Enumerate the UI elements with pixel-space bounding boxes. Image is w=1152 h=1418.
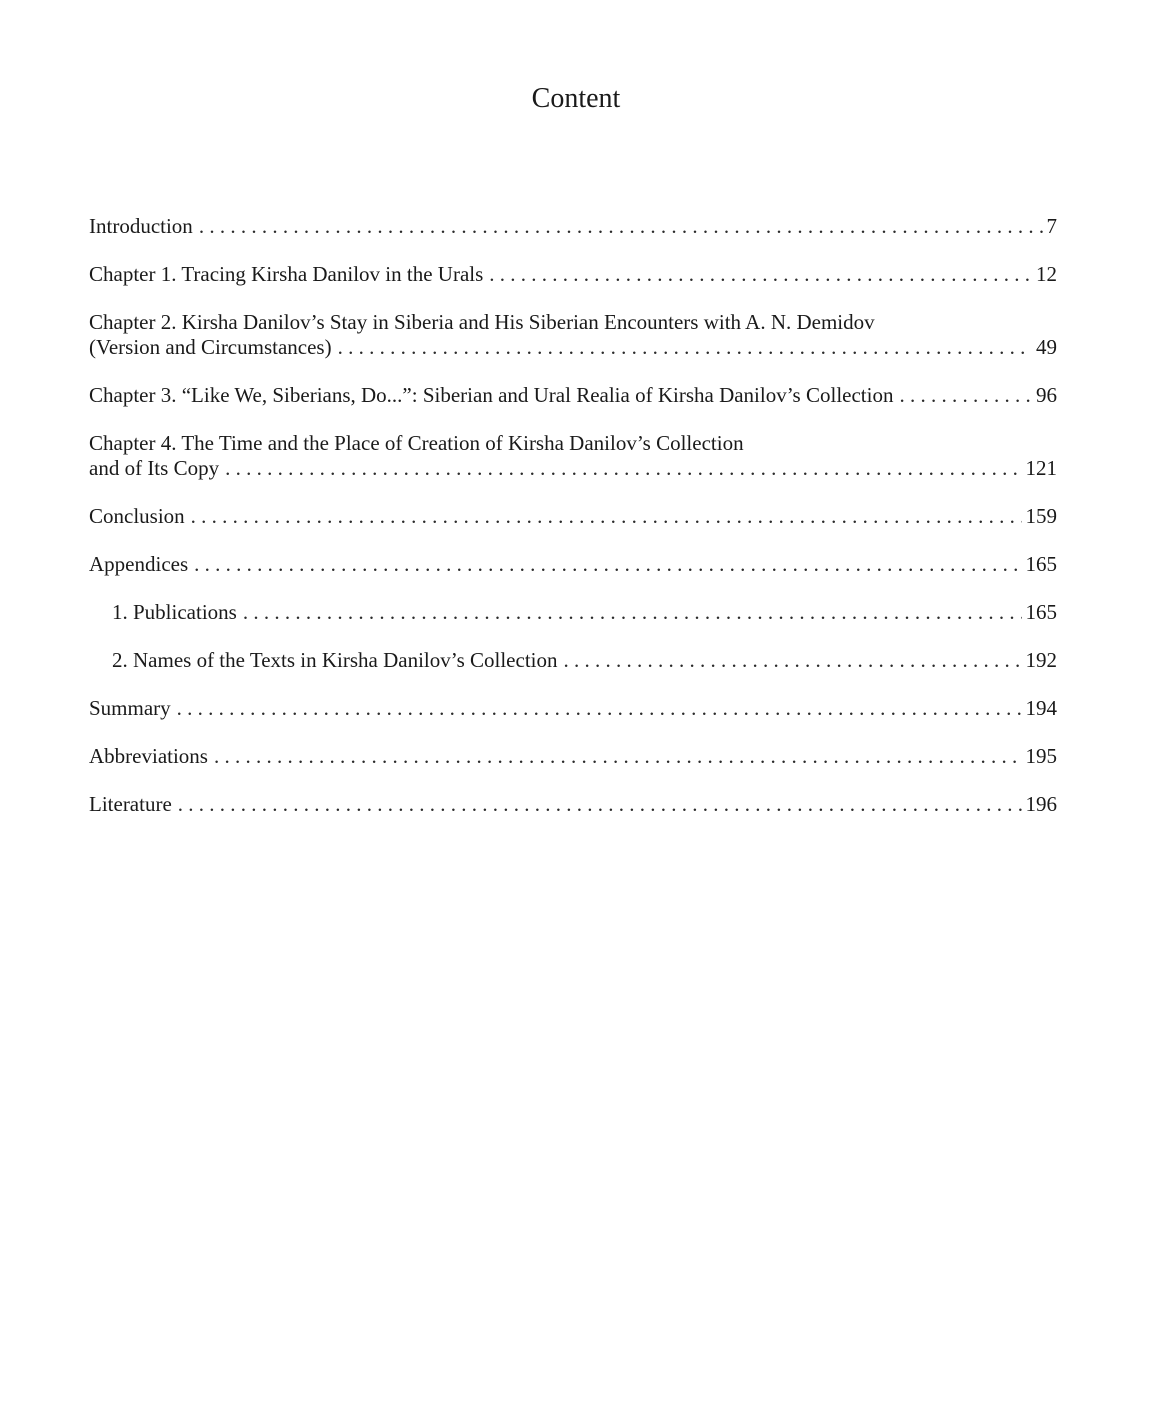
dot-leader [214, 744, 1022, 769]
toc-page-number: 165 [1025, 552, 1057, 576]
toc-page-number: 49 [1036, 335, 1057, 359]
toc-entry-label: Abbreviations [89, 744, 208, 768]
toc-entry-label: Conclusion [89, 504, 185, 528]
toc-entry-conclusion [89, 504, 1057, 529]
toc-entry-abbreviations [89, 744, 1057, 769]
toc-entry-chapter-4 [89, 431, 1057, 481]
toc-entry-label: Literature [89, 792, 172, 816]
toc-entry-chapter-3 [89, 383, 1057, 408]
toc-entry-names-of-texts [89, 648, 1057, 673]
dot-leader [243, 600, 1022, 625]
dot-leader [338, 335, 1032, 360]
toc-entry-publications [89, 600, 1057, 625]
toc-page-number: 7 [1046, 214, 1057, 238]
toc-entry-label: Summary [89, 696, 171, 720]
toc-page-number: 194 [1025, 696, 1057, 720]
toc-entry-chapter-1 [89, 262, 1057, 287]
toc-entry-label: Appendices [89, 552, 189, 576]
toc-entry-introduction [89, 214, 1057, 239]
toc-entry-literature [89, 792, 1057, 817]
dot-leader [199, 214, 1043, 239]
toc-entry-label: (Version and Circumstances) [89, 335, 332, 359]
page-title: Content [531, 83, 621, 114]
toc-page-number: 12 [1036, 262, 1057, 286]
toc-entry-chapter-2 [89, 310, 1057, 360]
toc-entry-appendices [89, 552, 1057, 577]
dot-leader [194, 552, 1021, 577]
toc-page-number: 96 [1036, 383, 1057, 407]
toc-entry-label: Introduction [89, 214, 193, 238]
table-of-contents [89, 214, 1057, 840]
toc-entry-label-line-1: Chapter 2. Kirsha Danilov’s Stay in Siberia and His Siberian Encounters with A. N. Demidov [89, 310, 875, 334]
dot-leader [899, 383, 1032, 408]
toc-entry-summary [89, 696, 1057, 721]
toc-entry-label: Chapter 3. “Like We, Siberians, Do...”: Siberian and Ural Realia of Kirsha Danilov’s Collection [89, 383, 894, 407]
toc-page-number: 159 [1025, 504, 1057, 528]
dot-leader [564, 648, 1022, 673]
toc-page-number: 195 [1025, 744, 1057, 768]
toc-entry-label: Chapter 1. Tracing Kirsha Danilov in the Urals [89, 262, 484, 286]
toc-entry-label: 1. Publications [112, 600, 237, 624]
toc-page-number: 192 [1025, 648, 1057, 672]
dot-leader [177, 696, 1022, 721]
toc-page-number: 196 [1025, 792, 1057, 816]
toc-page-number: 165 [1025, 600, 1057, 624]
toc-entry-label: 2. Names of the Texts in Kirsha Danilov’s Collection [112, 648, 558, 672]
dot-leader [489, 262, 1032, 287]
toc-entry-label-line-1: Chapter 4. The Time and the Place of Creation of Kirsha Danilov’s Collection [89, 431, 744, 455]
dot-leader [178, 792, 1022, 817]
toc-page-number: 121 [1025, 456, 1057, 480]
toc-entry-label: and of Its Copy [89, 456, 220, 480]
dot-leader [191, 504, 1022, 529]
dot-leader [225, 456, 1021, 481]
